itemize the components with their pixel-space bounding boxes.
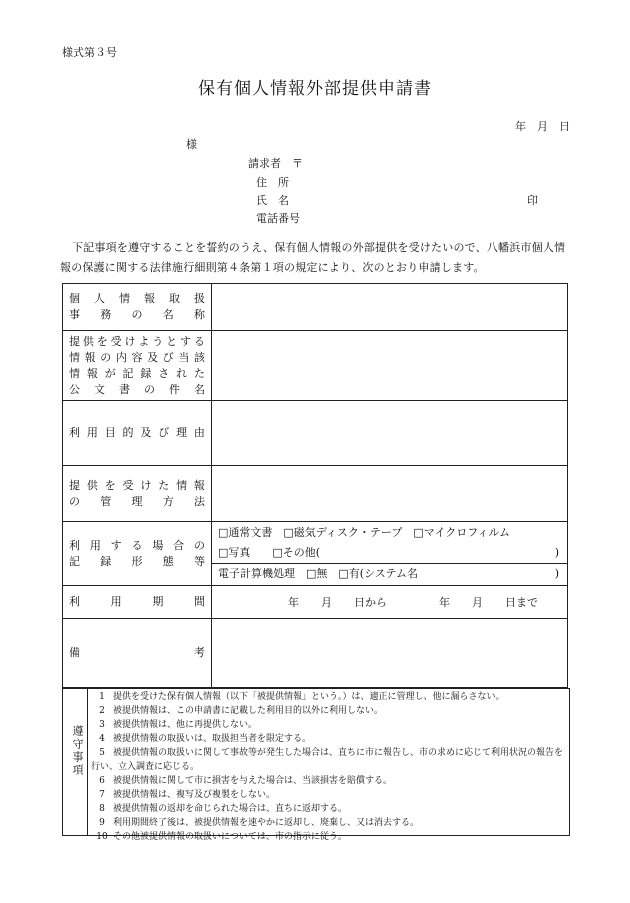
label-char: 個 bbox=[69, 292, 80, 305]
label-char: 名 bbox=[194, 382, 205, 396]
compliance-item-text: 利用期間終了後は、被提供情報を速やかに返却し、廃棄し、又は消去する。 bbox=[113, 818, 420, 828]
label-char: 及 bbox=[140, 426, 152, 439]
management-field[interactable] bbox=[212, 466, 568, 522]
period-to: 年 月 日まで bbox=[439, 596, 538, 609]
label-char: と bbox=[166, 334, 178, 348]
compliance-item-text: 被提供情報は、この申請書に記載した利用目的以外に利用しない。 bbox=[113, 706, 384, 716]
address-label: 住 所 bbox=[256, 176, 289, 189]
label-line bbox=[63, 334, 211, 350]
compliance-item-number: 7 bbox=[99, 790, 105, 800]
compliance-item-number: 6 bbox=[99, 776, 105, 786]
label-char: 用 bbox=[86, 426, 98, 439]
remarks-field[interactable] bbox=[212, 619, 568, 688]
label-char: 事 bbox=[69, 308, 80, 321]
label-char: 法 bbox=[194, 494, 205, 508]
compliance-item bbox=[91, 746, 569, 774]
compliance-label-cell bbox=[63, 689, 88, 835]
row-label-document-info bbox=[63, 331, 212, 401]
label-char: 場 bbox=[152, 538, 164, 552]
label-char: 的 bbox=[122, 426, 134, 439]
label-char: 情 bbox=[69, 350, 80, 364]
compliance-item-number: 1 bbox=[99, 692, 105, 702]
recording-options[interactable] bbox=[212, 522, 568, 586]
row-label-purpose bbox=[63, 401, 212, 466]
row-label-management bbox=[63, 466, 212, 522]
label-char: 報 bbox=[84, 350, 96, 364]
date-line: 年 月 日 bbox=[515, 120, 570, 133]
label-char: 情 bbox=[176, 478, 188, 492]
compliance-item bbox=[91, 816, 569, 830]
label-char: 書 bbox=[119, 382, 130, 396]
label-char: 報 bbox=[193, 478, 205, 492]
label-char: 記 bbox=[122, 366, 134, 380]
period-text bbox=[212, 594, 567, 610]
label-line bbox=[63, 538, 211, 554]
label-char: 供 bbox=[86, 478, 98, 492]
label-char: の bbox=[144, 382, 155, 396]
label-char: け bbox=[124, 334, 136, 348]
label-char: 情 bbox=[119, 292, 130, 305]
label-line bbox=[63, 425, 211, 441]
compliance-item-text: 被提供情報の取扱いは、取扱担当者を限定する。 bbox=[113, 734, 312, 744]
compliance-label: 遵守事項 bbox=[71, 725, 84, 777]
label-char: 該 bbox=[194, 350, 205, 364]
affair-name-field[interactable] bbox=[212, 284, 568, 331]
label-char: け bbox=[140, 478, 152, 492]
label-char: 受 bbox=[122, 478, 134, 492]
compliance-item-text: 被提供情報は、他に再提供しない。 bbox=[113, 720, 258, 730]
recording-line-3[interactable] bbox=[212, 563, 567, 584]
compliance-item bbox=[91, 774, 569, 788]
compliance-item-number: 10 bbox=[96, 832, 108, 842]
label-char: 件 bbox=[169, 382, 180, 396]
label-char: 態 bbox=[162, 554, 174, 568]
label-char: 文 bbox=[94, 382, 105, 396]
label-char: 提 bbox=[69, 334, 80, 348]
label-line bbox=[63, 366, 211, 382]
application-table bbox=[62, 283, 568, 688]
phone-label: 電話番号 bbox=[256, 212, 300, 225]
label-char: を bbox=[96, 334, 108, 348]
name-label: 氏 名 bbox=[256, 194, 289, 207]
label-char: 報 bbox=[144, 292, 155, 305]
label-line bbox=[63, 291, 211, 307]
compliance-item-number: 5 bbox=[99, 748, 105, 758]
label-char: 録 bbox=[100, 554, 112, 568]
recording-line-2-left[interactable]: □写真 □その他( bbox=[218, 546, 321, 559]
label-char: 情 bbox=[69, 366, 80, 380]
label-char: 利 bbox=[69, 426, 80, 439]
label-char: る bbox=[131, 538, 143, 552]
compliance-item bbox=[91, 704, 569, 718]
compliance-item-number: 3 bbox=[99, 720, 105, 730]
period-field[interactable] bbox=[212, 586, 568, 619]
compliance-item-text: 提供を受けた保有個人情報（以下「被提供情報」という。）は、適正に管理し、他に漏らさない。 bbox=[113, 692, 505, 702]
compliance-item bbox=[91, 802, 569, 816]
compliance-item-number: 8 bbox=[99, 804, 105, 814]
label-char: が bbox=[104, 366, 116, 380]
label-line bbox=[63, 307, 211, 323]
label-char: を bbox=[104, 478, 116, 492]
label-char: 管 bbox=[100, 494, 112, 508]
label-char: 用 bbox=[110, 595, 122, 608]
label-char: 務 bbox=[100, 308, 112, 321]
label-char: 理 bbox=[176, 426, 188, 439]
label-line bbox=[63, 594, 211, 610]
row-label-affair-name bbox=[63, 284, 212, 331]
label-char: 目 bbox=[104, 426, 116, 439]
label-char: の bbox=[69, 494, 80, 508]
label-char: 考 bbox=[194, 646, 205, 659]
recording-line-1[interactable]: □通常文書 □磁気ディスク・テープ □マイクロフィルム bbox=[218, 526, 510, 539]
addressee-suffix: 様 bbox=[186, 138, 197, 151]
compliance-item-text: その他被提供情報の取扱いについては、市の指示に従う。 bbox=[113, 832, 347, 842]
label-char: 利 bbox=[69, 538, 80, 552]
label-char: 扱 bbox=[194, 292, 205, 305]
label-char: 取 bbox=[169, 292, 180, 305]
label-line bbox=[63, 350, 211, 366]
label-char: 報 bbox=[86, 366, 98, 380]
label-char: れ bbox=[176, 366, 188, 380]
label-char: す bbox=[180, 334, 191, 348]
compliance-item bbox=[91, 732, 569, 746]
label-line bbox=[63, 554, 211, 570]
label-line bbox=[63, 494, 211, 510]
label-char: 録 bbox=[140, 366, 152, 380]
compliance-item-text: 被提供情報の取扱いに関して事故等が発生した場合は、直ちに市に報告し、市の求めに応じて利用状況の報告を行い、立入調査に応じる。 bbox=[91, 748, 564, 772]
compliance-item bbox=[91, 690, 569, 704]
label-char: さ bbox=[158, 366, 170, 380]
label-char: の bbox=[100, 350, 112, 364]
label-char: 称 bbox=[194, 308, 205, 321]
label-char: び bbox=[158, 426, 170, 439]
recording-line-2[interactable] bbox=[212, 543, 567, 563]
compliance-item bbox=[91, 788, 569, 802]
label-char: 用 bbox=[89, 538, 101, 552]
compliance-item bbox=[91, 718, 569, 732]
row-label-recording bbox=[63, 522, 212, 586]
label-char: た bbox=[158, 478, 170, 492]
label-char: び bbox=[162, 350, 174, 364]
label-char: 内 bbox=[115, 350, 127, 364]
compliance-item bbox=[91, 830, 569, 844]
label-char: 理 bbox=[131, 494, 143, 508]
label-line bbox=[63, 382, 211, 398]
compliance-item-text: 被提供情報に関して市に損害を与えた場合は、当該損害を賠償する。 bbox=[113, 776, 393, 786]
label-char: 容 bbox=[131, 350, 143, 364]
label-char: 備 bbox=[69, 646, 80, 659]
label-char: 公 bbox=[69, 382, 80, 396]
label-char: 受 bbox=[110, 334, 122, 348]
label-line bbox=[63, 478, 211, 494]
compliance-list bbox=[91, 690, 569, 844]
label-char: 及 bbox=[147, 350, 159, 364]
compliance-item-text: 被提供情報は、複写及び複製をしない。 bbox=[113, 790, 276, 800]
page-title: 保有個人情報外部提供申請書 bbox=[198, 79, 432, 99]
label-char: 等 bbox=[194, 554, 205, 568]
compliance-item-number: 4 bbox=[99, 734, 105, 744]
form-number: 様式第３号 bbox=[62, 46, 117, 59]
label-char: 方 bbox=[162, 494, 174, 508]
label-char: 人 bbox=[94, 292, 105, 305]
label-char: 供 bbox=[82, 334, 94, 348]
recording-line-3-right: ) bbox=[554, 567, 559, 580]
label-char: 形 bbox=[131, 554, 143, 568]
label-char: た bbox=[193, 366, 205, 380]
label-char: 名 bbox=[162, 308, 174, 321]
label-char: す bbox=[110, 538, 122, 552]
label-char: 由 bbox=[193, 426, 205, 439]
requester-label: 請求者 〒 bbox=[248, 157, 303, 170]
period-from: 年 月 日から bbox=[288, 596, 387, 609]
recording-line-3-left[interactable]: 電子計算機処理 □無 □有(システム名 bbox=[218, 567, 418, 580]
label-char: う bbox=[152, 334, 164, 348]
intro-text: 下記事項を遵守することを誓約のうえ、保有個人情報の外部提供を受けたいので、八幡浜市個人情報の保護に関する法律施行細則第４条第１項の規定により、次のとおり申請します。 bbox=[60, 241, 566, 274]
compliance-item-number: 2 bbox=[99, 706, 105, 716]
compliance-item-text: 被提供情報の返却を命じられた場合は、直ちに返却する。 bbox=[113, 804, 348, 814]
row-label-period bbox=[63, 586, 212, 619]
label-char: 合 bbox=[173, 538, 185, 552]
compliance-items bbox=[62, 688, 570, 842]
label-char: 間 bbox=[193, 595, 205, 608]
row-label-remarks bbox=[63, 619, 212, 688]
label-line bbox=[63, 645, 211, 661]
document-info-field[interactable] bbox=[212, 331, 568, 401]
recording-line-2-right: ) bbox=[554, 546, 559, 559]
label-char: 期 bbox=[152, 595, 164, 608]
label-char: 利 bbox=[69, 595, 80, 608]
label-char: の bbox=[193, 538, 205, 552]
seal-mark: 印 bbox=[527, 194, 538, 207]
label-char: 記 bbox=[69, 554, 80, 568]
purpose-field[interactable] bbox=[212, 401, 568, 466]
label-char: る bbox=[193, 334, 205, 348]
compliance-item-number: 9 bbox=[99, 818, 105, 828]
label-char: 当 bbox=[178, 350, 190, 364]
label-char: の bbox=[131, 308, 143, 321]
label-char: 提 bbox=[69, 478, 80, 492]
label-char: よ bbox=[138, 334, 150, 348]
